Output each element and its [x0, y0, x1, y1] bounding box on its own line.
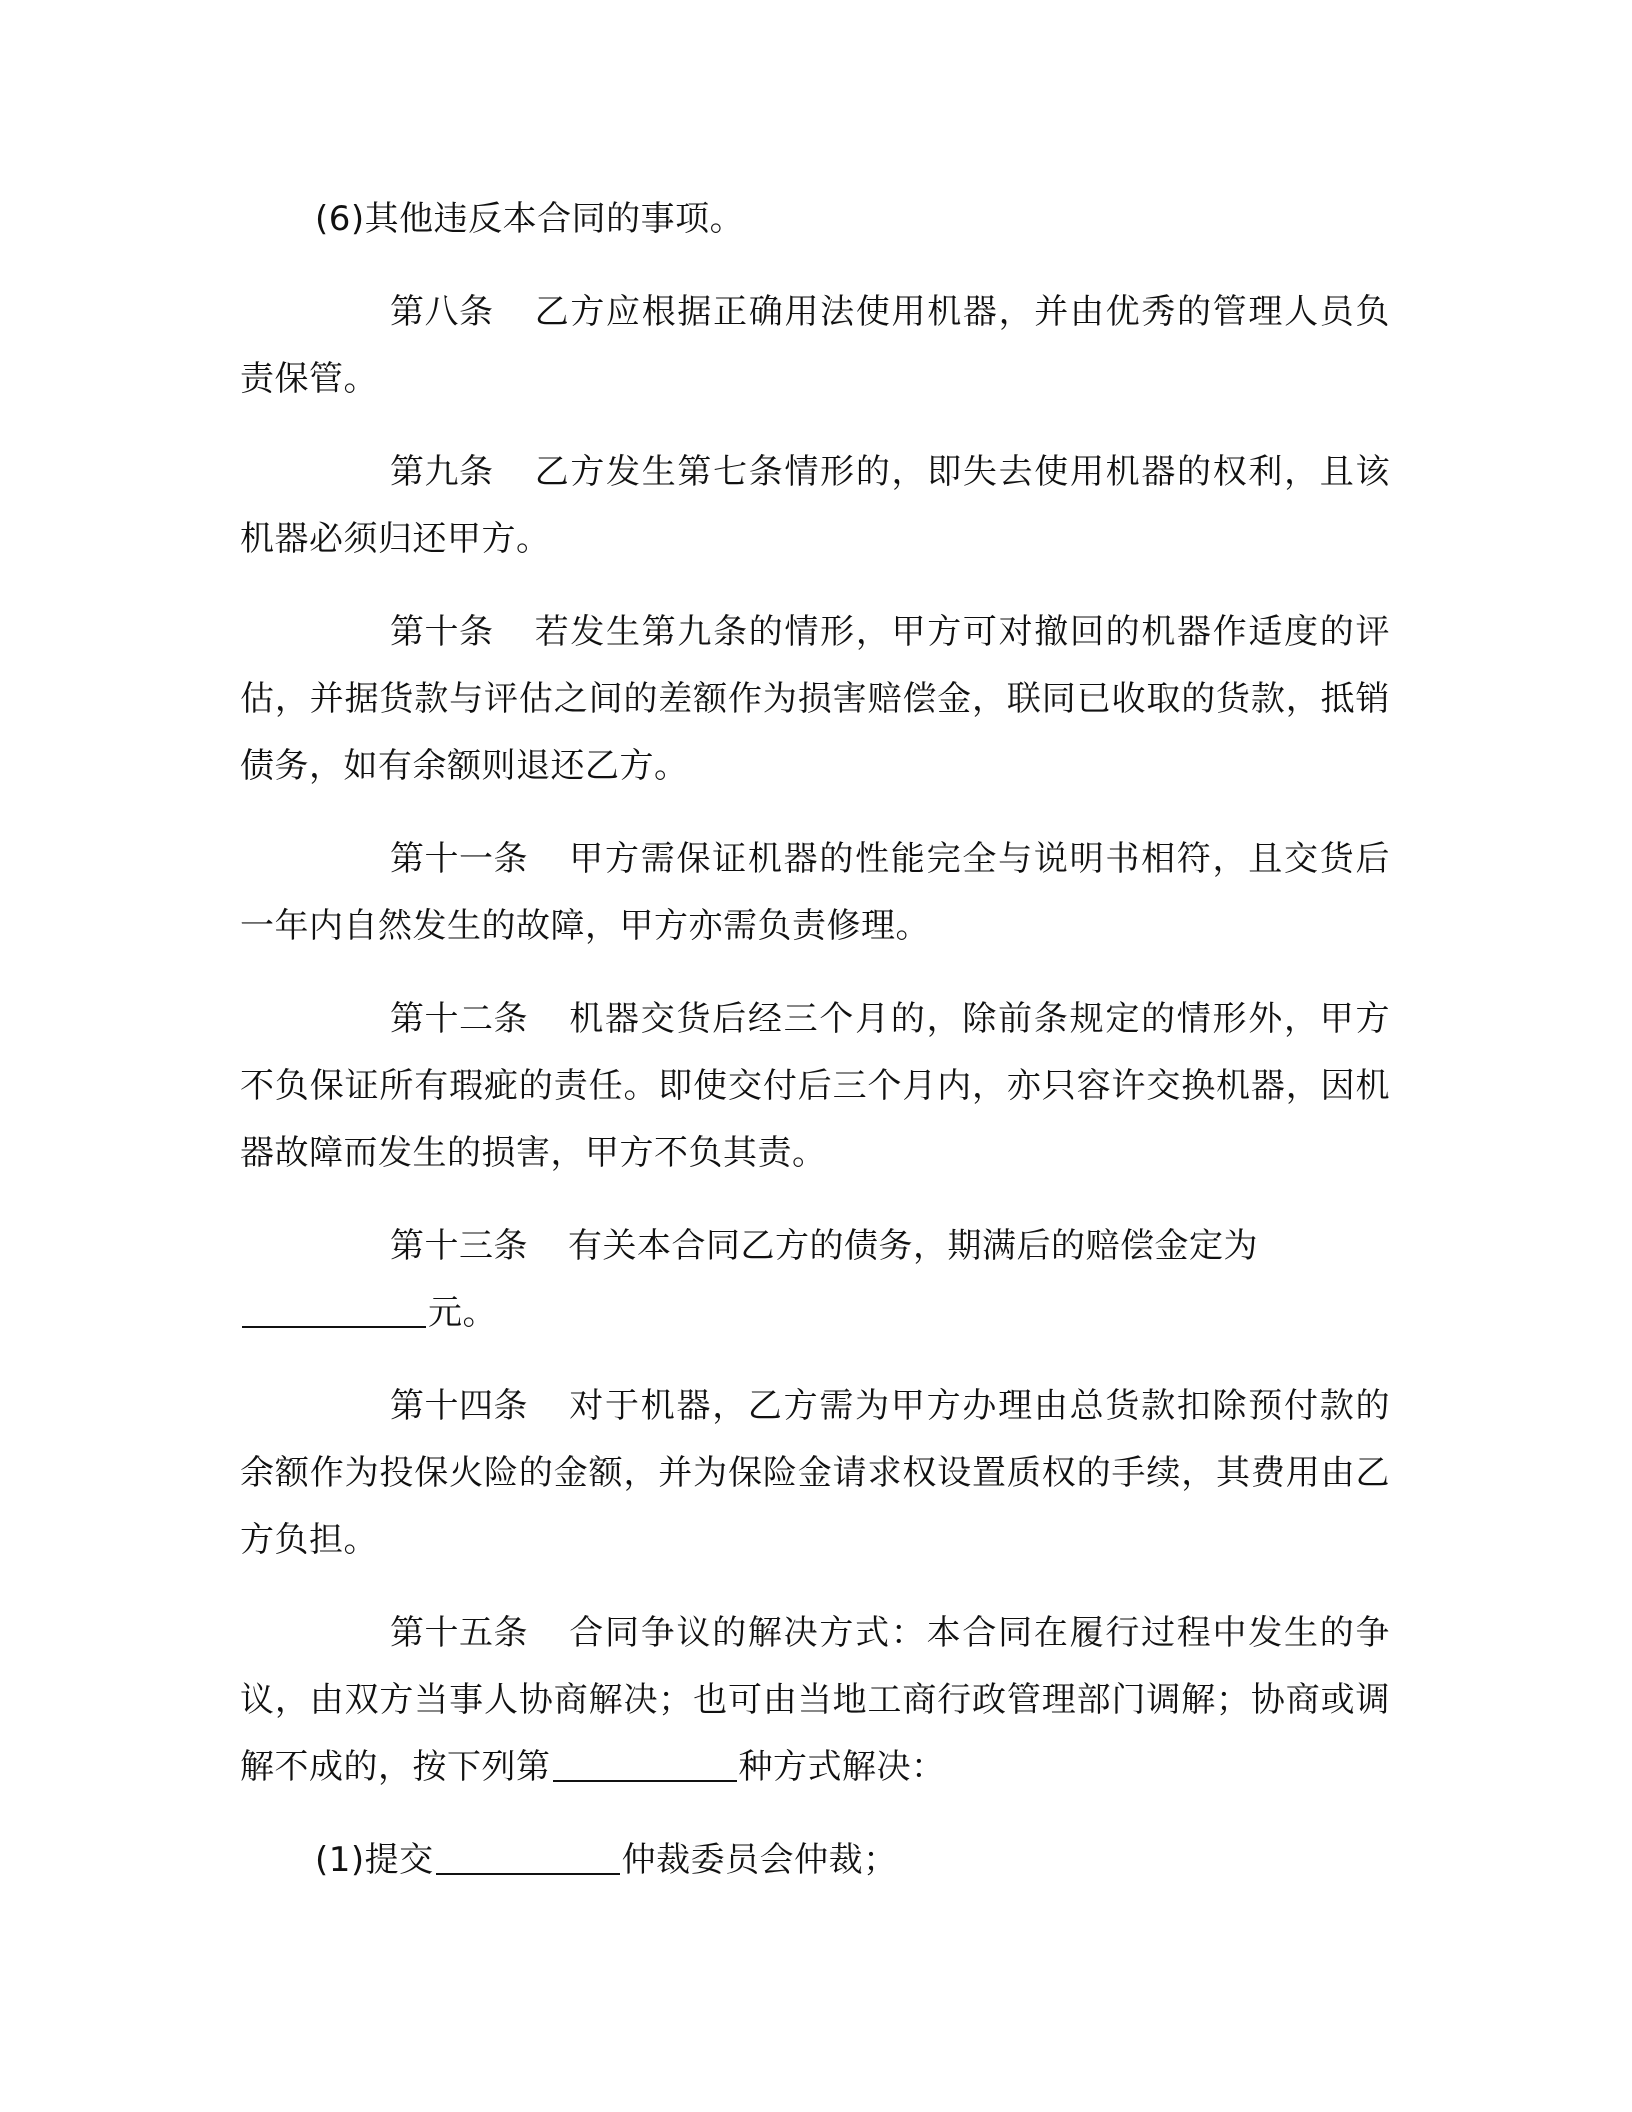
article-10: [240, 599, 1390, 800]
resolution-method-blank: [553, 1746, 737, 1782]
article-13-label: 第十三条: [390, 1226, 528, 1266]
arbitration-commission-blank: [436, 1839, 620, 1875]
article-15-label: 第十五条: [390, 1613, 528, 1653]
option-1-text-before: (1)提交: [315, 1840, 434, 1880]
article-13: [240, 1213, 1390, 1347]
article-10-label: 第十条: [390, 612, 494, 652]
article-13-text-before: 有关本合同乙方的债务，期满后的赔偿金定为: [568, 1226, 1258, 1266]
article-9-label: 第九条: [390, 452, 494, 492]
article-12-text: 机器交货后经三个月的，除前条规定的情形外，甲方不负保证所有瑕疵的责任。即使交付后三个月内，亦只容许交换机器，因机器故障而发生的损害，甲方不负其责。: [240, 999, 1390, 1173]
article-14-label: 第十四条: [390, 1386, 528, 1426]
article-8-label: 第八条: [390, 292, 494, 332]
item-6-text: (6)其他违反本合同的事项。: [315, 199, 745, 239]
article-11-text: 甲方需保证机器的性能完全与说明书相符，且交货后一年内自然发生的故障，甲方亦需负责修理。: [240, 839, 1390, 946]
article-14-text: 对于机器，乙方需为甲方办理由总货款扣除预付款的余额作为投保火险的金额，并为保险金请求权设置质权的手续，其费用由乙方负担。: [240, 1386, 1390, 1560]
article-9-text: 乙方发生第七条情形的，即失去使用机器的权利，且该机器必须归还甲方。: [240, 452, 1390, 559]
article-13-text-after: 元。: [428, 1293, 497, 1333]
option-1: [240, 1827, 1390, 1894]
compensation-amount-blank: [242, 1292, 426, 1328]
option-1-text-after: 仲裁委员会仲裁；: [621, 1840, 898, 1880]
article-12: [240, 986, 1390, 1187]
article-8-text: 乙方应根据正确用法使用机器，并由优秀的管理人员负责保管。: [240, 292, 1390, 399]
article-14: [240, 1373, 1390, 1574]
article-10-text: 若发生第九条的情形，甲方可对撤回的机器作适度的评估，并据货款与评估之间的差额作为损害赔偿金，联同已收取的货款，抵销债务，如有余额则退还乙方。: [240, 612, 1390, 786]
article-15-text-after: 种方式解决：: [738, 1747, 946, 1787]
article-9: [240, 439, 1390, 573]
article-11-label: 第十一条: [390, 839, 528, 879]
item-6: [240, 186, 1390, 253]
article-12-label: 第十二条: [390, 999, 528, 1039]
article-15: [240, 1600, 1390, 1801]
article-15-text-before: 合同争议的解决方式：本合同在履行过程中发生的争议，由双方当事人协商解决；也可由当地工商行政管理部门调解；协商或调解不成的，按下列第: [240, 1613, 1390, 1787]
article-11: [240, 826, 1390, 960]
article-8: [240, 279, 1390, 413]
document-body: [240, 186, 1390, 1920]
